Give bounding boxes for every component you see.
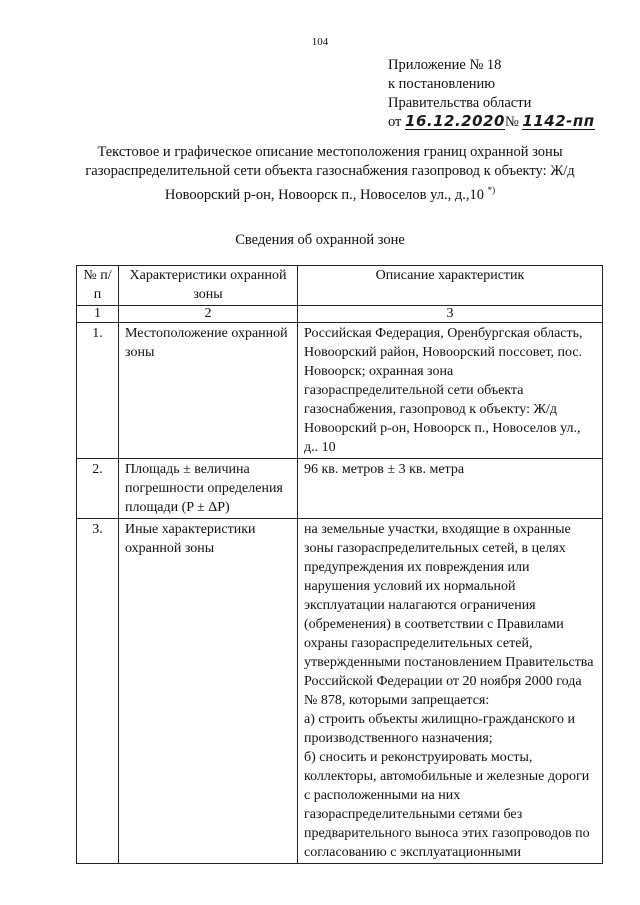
row-description: 96 кв. метров ± 3 кв. метра [298,459,603,519]
document-title-text: Текстовое и графическое описание местоположения границ охранной зоны газораспределительной сети объекта газоснабжения газопровод к объекту: Ж/д Новоорский р-он, Новоорск п., Новоселов ул., д.,10 [85,144,575,203]
table-header-row [77,266,603,306]
header-description: Описание характеристик [298,266,603,306]
table-row [77,519,603,864]
zone-info-table [76,265,603,864]
column-number-2: 2 [119,306,298,323]
appendix-from-prefix: от [388,114,402,130]
row-characteristic: Иные характеристики охранной зоны [119,519,298,864]
handwritten-date: 16.12.2020 [405,112,505,130]
appendix-resolution: к постановлению [388,76,496,92]
handwritten-number: 1142-пп [522,112,595,130]
row-number: 3. [77,519,119,864]
document-title [60,143,600,205]
appendix-block [388,56,595,132]
appendix-government: Правительства области [388,95,532,111]
header-number: № п/п [77,266,119,306]
restriction-item-b: б) сносить и реконструировать мосты, коллекторы, автомобильные и железные дороги с расположенными на них газораспределительными сетями без предварительного выноса этих газопроводов по согласованию с эксплуатационными [304,750,590,860]
table-row [77,323,603,459]
column-number-3: 3 [298,306,603,323]
header-characteristics: Характеристики охранной зоны [119,266,298,306]
row-number: 2. [77,459,119,519]
restriction-item-a: а) строить объекты жилищно-гражданского и производственного назначения; [304,712,575,746]
row-number: 1. [77,323,119,459]
footnote-mark: *) [487,185,496,195]
section-subtitle: Сведения об охранной зоне [235,232,405,248]
row-description: на земельные участки, входящие в охранные зоны газораспределительных сетей, в целях предупреждения их повреждения или нарушения условий их нормальной эксплуатации налагаются ограничения (обременения) в соответствии с Правилами охраны газораспределительных сетей, утвержденными постановлением Правительства Российской Федерации от 20 ноября 2000 года № 878, которыми запрещается: [304,522,594,708]
table-row [77,459,603,519]
row-description: Российская Федерация, Оренбургская область, Новоорский район, Новоорский поссовет, пос. Новоорск; охранная зона газораспределительной сети объекта газоснабжения, газопровод к объекту: Ж/д Новоорский р-он, Новоорск п., Новоселов ул., д.. 10 [298,323,603,459]
column-number-row [77,306,603,323]
appendix-date-line [388,113,595,132]
appendix-title: Приложение № 18 [388,57,502,73]
number-sign: № [504,114,519,130]
row-characteristic: Площадь ± величина погрешности определения площади (P ± ΔP) [119,459,298,519]
page-number: 104 [311,36,329,48]
row-characteristic: Местоположение охранной зоны [119,323,298,459]
column-number-1: 1 [77,306,119,323]
row-description-cell [298,519,603,864]
